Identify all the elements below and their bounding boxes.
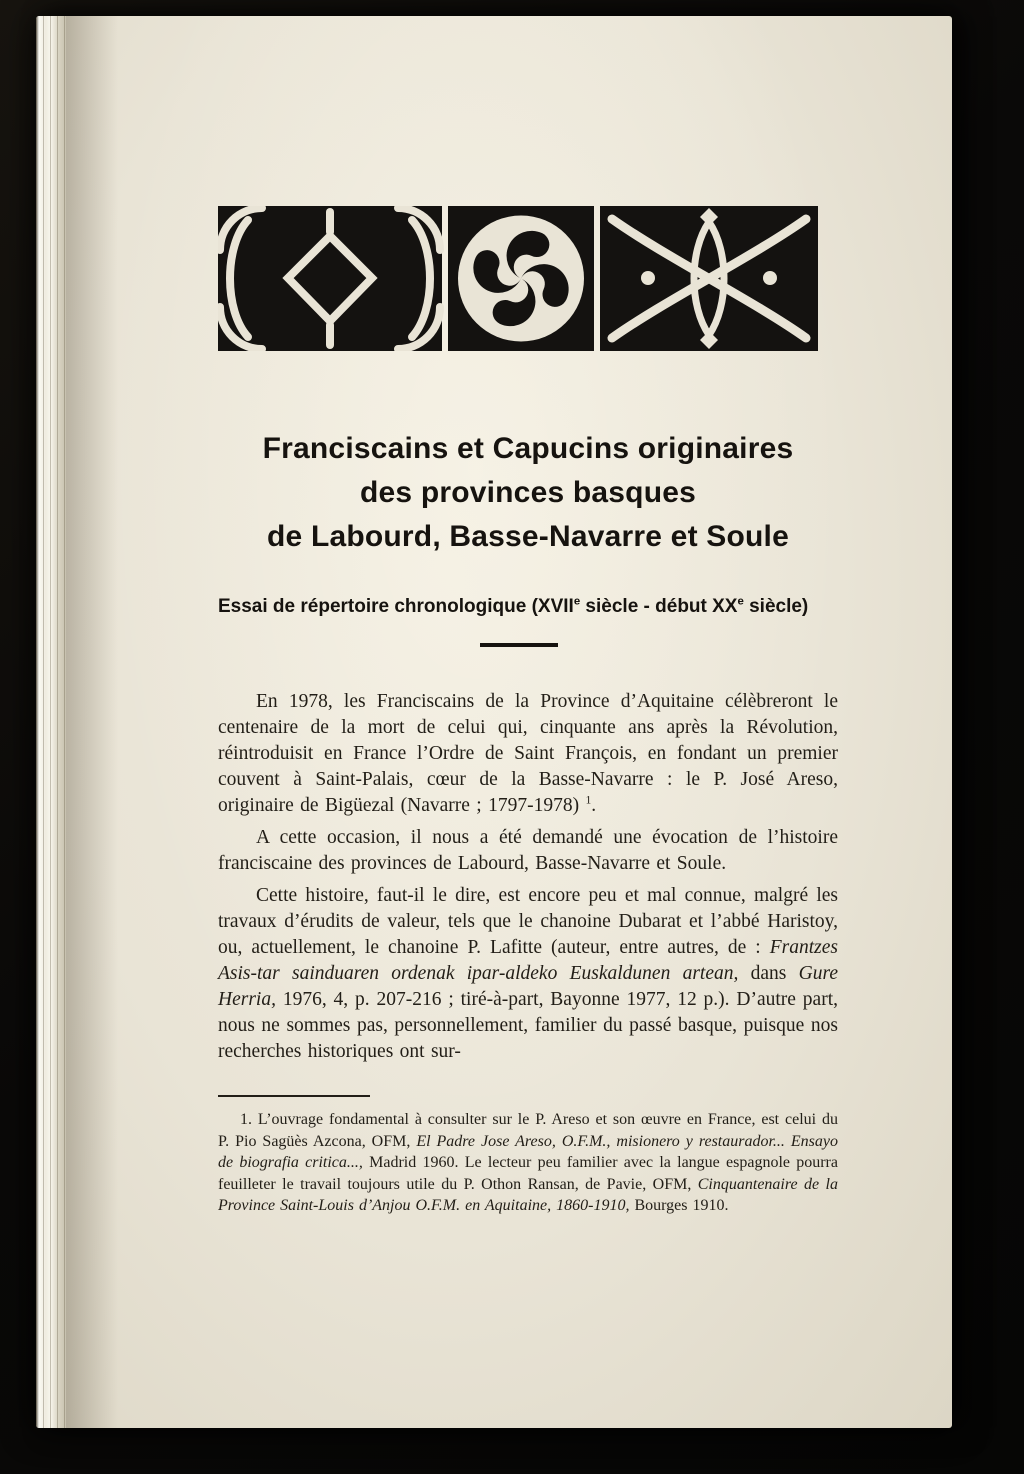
subtitle-rule: [480, 643, 558, 647]
ornament-right-panel: [600, 206, 818, 351]
page-title: [218, 427, 838, 559]
body-paragraph-3: Cette histoire, faut-il le dire, est encore peu et mal connue, malgré les travaux d’érudits de valeur, tels que le chanoine Dubarat et l’abbé Haristoy, ou, actuellement, le chanoine P. Lafitte (auteur, entre autres, de : Frantzes Asis-tar sainduaren ordenak ipar-aldeko Euskaldunen artean, dans Gure Herria, 1976, 4, p. 207-216 ; tiré-à-part, Bayonne 1977, 12 p.). D’autre part, nous ne sommes pas, personnellement, familier du passé basque, puisque nos recherches historiques ont sur-: [218, 885, 839, 1062]
ornament-left-panel: [218, 206, 442, 351]
footnote: 1. L’ouvrage fondamental à consulter sur le P. Areso et son œuvre en France, est celui du P. Pio Sagüès Azcona, OFM, El Padre Jose Areso, O.F.M., misionero y restaurador... Ensayo de biografia critica..., Madrid 1960. Le lecteur peu familier avec la langue espagnole pourra feuilleter le travail toujours utile du P. Othon Ransan, de Pavie, OFM, Cinquantenaire de la Province Saint-Louis d’Anjou O.F.M. en Aquitaine, 1860-1910, Bourges 1910.: [218, 1111, 839, 1214]
page-edge-stack: [36, 16, 66, 1428]
basque-ornament-band: [218, 206, 818, 351]
subtitle: Essai de répertoire chronologique (XVIIe siècle - début XXe siècle): [218, 595, 809, 617]
footnote-rule: [218, 1095, 370, 1097]
spine-shadow: [66, 16, 118, 1428]
body-paragraph-1: En 1978, les Franciscains de la Province d’Aquitaine célèbreront le centenaire de la mort de celui qui, cinquante ans après la Révolution, réintroduisit en France l’Ordre de Saint François, en fondant un premier couvent à Saint-Palais, cœur de la Basse-Navarre : le P. José Areso, originaire de Bigüezal (Navarre ; 1797-1978) $^1$.: [218, 691, 838, 816]
body-paragraph-2: A cette occasion, il nous a été demandé une évocation de l’histoire franciscaine des provinces de Labourd, Basse-Navarre et Soule.: [218, 827, 838, 874]
lauburu-icon: [448, 206, 594, 351]
page-content: [218, 206, 838, 1217]
title-line-2: des provinces basques: [359, 476, 696, 509]
book-page: [36, 16, 952, 1428]
title-line-3: de Labourd, Basse-Navarre et Soule: [267, 520, 789, 553]
title-line-1: Franciscains et Capucins originaires: [262, 432, 794, 465]
